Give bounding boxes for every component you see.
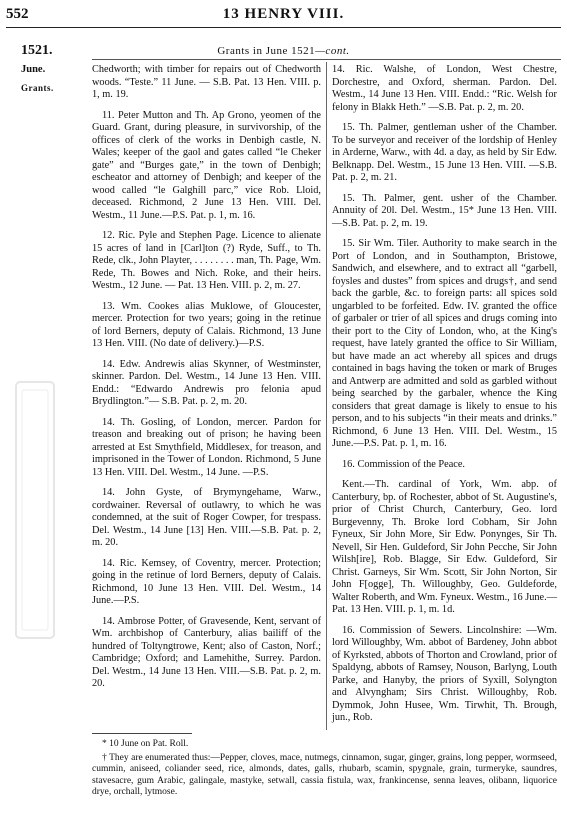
section-heading <box>0 45 567 57</box>
footnote: * 10 June on Pat. Roll. <box>102 739 189 749</box>
footnote: † They are enumerated thus:—Pepper, cloves, mace, nutmegs, cinnamon, sugar, ginger, grains, long pepper, wormseed, cummin, aniseed, coliander seed, rice, almonds, dates, galls, rhubarb, scamin, spygnale, grain, turmeryke, saundres, stavesacre, gum Arabic, galingale, mastyke, setwall, cassia fistula, wax, frankincense, senna leaves, olibann, liquorice dryе, orchall, lytmose. <box>92 752 557 797</box>
entry: 14. Ric. Kemsey, of Coventry, mercer. Protection; going in the retinue of lord Berners, deputy of Calais. Richmond, 10 June 13 Hen. VIII. Del. Westm., 14 June.—P.S. <box>92 557 321 606</box>
entry: 16. Commission of Sewers. Lincolnshire: —Wm. lord Willoughby, Wm. abbot of Bardeney, John abbot of Kyrksted, abbots of Thorton and Crowland, prior of Spaldyng, abbots of Ramsey, Nouson, Barlyng, Louth Parke, and Hanyby, the priors of Syxill, Solyngton and Alvyngham; Sirs Christ. Willoughby, Rob. Dymmok, John Husee, Wm. Tirwhit, Th. Brough, jun., Rob. <box>332 624 557 723</box>
entry: 15. Sir Wm. Tiler. Authority to make search in the Port of London, and in Southampton, Bristowe, Sandwich, and elsewhere, and to extract all “garbell, foysles and dustes” from spices and drugs†, and send back the garble, &c. to foreign parts: all spices sold ungarbled to be forfeited. Edw. IV. granted the office of garbaler or trier of all spices and drugs coming into their port to the City of London, who, at the King's request, have lately granted the office to Sir William, but have made an act whereby all spices and drugs contained in bags having the token or mark of Bruges and Antwerp are admitted and sold as garbled without being searched by the garbaler, whence the King considers that great damage is likely to ensue to his person, and to his subjects “in their meats and drinks.” Richmond, 6 June 13 Hen. VIII. Del. Westm., 15 June.—P.S. Pat. p. 1, m. 16. <box>332 238 557 449</box>
library-stamp-watermark <box>8 380 62 640</box>
running-header <box>6 6 561 26</box>
footnote-rule <box>92 733 192 734</box>
column-divider <box>326 62 327 730</box>
entry: 15. Th. Palmer, gentleman usher of the Chamber. To be surveyor and receiver of the lordship of Henley in Arderne, Warw., with 4d. a day, as held by Sir Edw. Belknapp. Del. Westm., 15 June 13 Hen. VIII. —S.B. Pat. p. 2, m. 21. <box>332 122 557 183</box>
margin-month: June. <box>21 64 46 75</box>
left-column <box>92 64 321 699</box>
entry: 12. Ric. Pyle and Stephen Page. Licence to alienate 15 acres of land in [Carl]ton (?) Ryde, Suff., to Th. Rede, clk., John Playter, . . . . . . . . man, Th. Page, Wm. Rede, Th. Bowes and Nich. Roke, and their heirs. Westm., 12 June. — Pat. 13 Hen. VIII. p. 2, m. 27. <box>92 230 321 291</box>
right-column <box>332 64 557 733</box>
entry: 14. Ambrose Potter, of Gravesende, Kent, servant of Wm. archbishop of Canterbury, alias bailiff of the hundred of Toltyngtrowe, Kent; also of Caston, Norf.; Cambridge; Oxford; and Lamehithe, Surrey. Pardon. Del. Westm., 14 June 13 Hen. VIII.—S.B. Pat. p. 2, m. 20. <box>92 615 321 689</box>
entry: 14. Ric. Walshe, of London, West Chestre, Dorchestre, and Oxford, sherman. Pardon. Del. Westm., 14 June 13 Hen. VIII. Endd.: “Ric. Welsh for felony in Blakk Heth.” —S.B. Pat. p. 2, m. 20. <box>332 64 557 113</box>
entry: Chedworth; with timber for repairs out of Chedworth woods. “Teste.” 11 June. — S.B. Pat. 13 Hen. VIII. p. 1, m. 19. <box>92 64 321 100</box>
continued-label: —cont. <box>315 45 350 57</box>
entry: 11. Peter Mutton and Th. Ap Grono, yeomen of the Guard. Grant, during pleasure, in survivorship, of the offices of clerk of the works in Denbigh castle, N. Wales; keeper of the gaol and gates called “le Cheker gate” and “Burges gate,” in the town of Denbigh; escheator and attorney of Denbigh; and keeper of the wood called “le Galghill parc,” vice Rob. Lloid, deceased. Richmond, 2 June 13 Hen. VIII. Del. Westm., 11 June.—P.S. Pat. p. 1, m. 16. <box>92 109 321 221</box>
entry: 13. Wm. Cookes alias Muklowe, of Gloucester, mercer. Protection for two years; going in the retinue of lord Berners, deputy of Calais. Richmond, 13 June 13 Hen. VIII. (No date of delivery.)—P.S. <box>92 300 321 349</box>
page-number: 552 <box>6 6 29 22</box>
footnotes <box>92 739 557 801</box>
entry: 14. Edw. Andrewis alias Skynner, of Westminster, skinner. Pardon. Del. Westm., 14 June 13 Hen. VIII. Endd.: “Edwardo Andrewis pro felonia apud Brydlington.”— S.B. Pat. p. 2, m. 20. <box>92 358 321 407</box>
header-rule <box>6 27 561 28</box>
section-heading-text: Grants in June 1521 <box>217 45 316 57</box>
entry: 16. Commission of the Peace. <box>342 458 465 470</box>
entry: 14. John Gyste, of Brymyngehame, Warw., cordwainer. Reversal of outlawry, to which he was condemned, at the suit of Roger Cowper, for trespass. Del. Westm., 14 June [13] Hen. VIII.—S.B. Pat. p. 2, m. 20. <box>92 487 321 548</box>
entry: 15. Th. Palmer, gent. usher of the Chamber. Annuity of 20l. Del. Westm., 15* June 13 Hen. VIII.—S.B. Pat. p. 2, m. 19. <box>332 192 557 229</box>
subheading-rule <box>92 59 561 60</box>
entry: 14. Th. Gosling, of London, mercer. Pardon for treason and breaking out of prison; he having been arrested at Est Smythfield, Middlesex, for treason, and imprisoned in the Tower of London. Richmond, 5 June 13 Hen. VIII. Del. Westm., 14 June. —P.S. <box>92 416 321 478</box>
entry: Kent.—Th. cardinal of York, Wm. abp. of Canterbury, bp. of Rochester, abbot of St. Augustine's, prior of Christ Church, Canterbury, Geo. lord Burgevenny, Th. Broke lord Cobham, Sir John Fyneux, Sir John More, Sir Edw. Ponynges, Sir Th. Nevell, Sir Hen. Guldeford, Sir John Pecche, Sir John Wilsh[ire], Rob. Blagge, Sir Edw. Guldeford, Sir Christ. Garneys, Sir Wm. Scott, Sir John Norton, Sir John F[ogge], Th. Willoughby, Geo. Guldeforde, Walter Roberth, and Wm. Fyneux. Westm., 16 June.—Pat. 13 Hen. VIII. p. 1, m. 1d. <box>332 479 557 615</box>
running-title: 13 HENRY VIII. <box>222 6 345 22</box>
year-heading: 1521. <box>21 43 53 58</box>
margin-label: Grants. <box>21 83 54 93</box>
